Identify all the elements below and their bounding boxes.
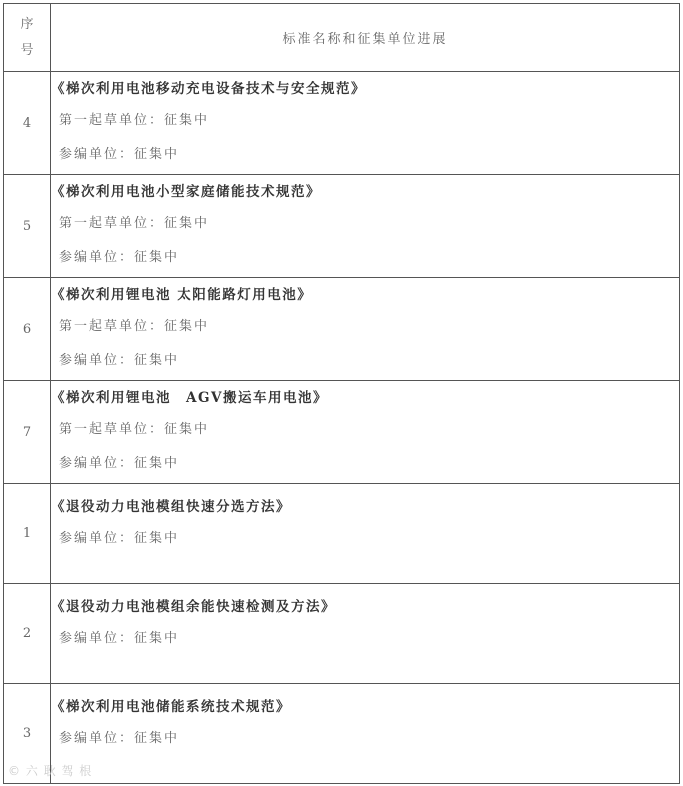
header-num-label-1: 序 <box>20 16 34 32</box>
participating-unit: 参编单位：征集中 <box>59 530 180 546</box>
row-number: 3 <box>4 684 51 784</box>
drafting-unit: 第一起草单位：征集中 <box>59 422 210 437</box>
drafting-unit: 第一起草单位：征集中 <box>59 216 210 231</box>
drafting-unit: 第一起草单位：征集中 <box>59 319 210 334</box>
row-number: 4 <box>4 72 51 175</box>
watermark-text: 六 耿 驾 根 <box>25 764 93 778</box>
participating-unit: 参编单位：征集中 <box>59 147 180 162</box>
participating-unit: 参编单位：征集中 <box>59 250 180 265</box>
participating-unit: 参编单位：征集中 <box>59 630 180 646</box>
table-row <box>4 278 680 381</box>
participating-unit: 参编单位：征集中 <box>59 353 180 368</box>
drafting-unit: 第一起草单位：征集中 <box>59 113 210 128</box>
watermark-logo-icon: © <box>8 764 21 778</box>
table-row <box>4 72 680 175</box>
standard-title: 《梯次利用电池移动充电设备技术与安全规范》 <box>51 81 366 97</box>
row-content <box>51 684 680 784</box>
table-row <box>4 684 680 784</box>
standards-table <box>3 3 680 784</box>
row-number: 7 <box>4 381 51 484</box>
header-num-label-2: 号 <box>20 42 34 58</box>
standard-title: 《退役动力电池模组快速分选方法》 <box>51 498 291 515</box>
table-row <box>4 381 680 484</box>
participating-unit: 参编单位：征集中 <box>59 456 180 471</box>
row-content <box>51 175 680 278</box>
header-title: 标准名称和征集单位进展 <box>51 4 680 72</box>
row-content <box>51 484 680 584</box>
row-content <box>51 584 680 684</box>
row-content <box>51 381 680 484</box>
watermark <box>8 762 92 779</box>
table-row <box>4 484 680 584</box>
table-header-row <box>4 4 680 72</box>
table-row <box>4 175 680 278</box>
row-number: 1 <box>4 484 51 584</box>
table-row <box>4 584 680 684</box>
row-number: 2 <box>4 584 51 684</box>
participating-unit: 参编单位：征集中 <box>59 730 180 746</box>
standard-title: 《梯次利用电池小型家庭储能技术规范》 <box>51 184 321 200</box>
standard-title: 《梯次利用电池储能系统技术规范》 <box>51 698 291 715</box>
standard-title: 《梯次利用锂电池 AGV搬运车用电池》 <box>51 390 328 406</box>
standard-title: 《梯次利用锂电池 太阳能路灯用电池》 <box>51 287 313 303</box>
row-number: 5 <box>4 175 51 278</box>
standard-title: 《退役动力电池模组余能快速检测及方法》 <box>51 598 336 615</box>
row-content <box>51 278 680 381</box>
row-content <box>51 72 680 175</box>
header-num-cell <box>4 4 51 72</box>
row-number: 6 <box>4 278 51 381</box>
